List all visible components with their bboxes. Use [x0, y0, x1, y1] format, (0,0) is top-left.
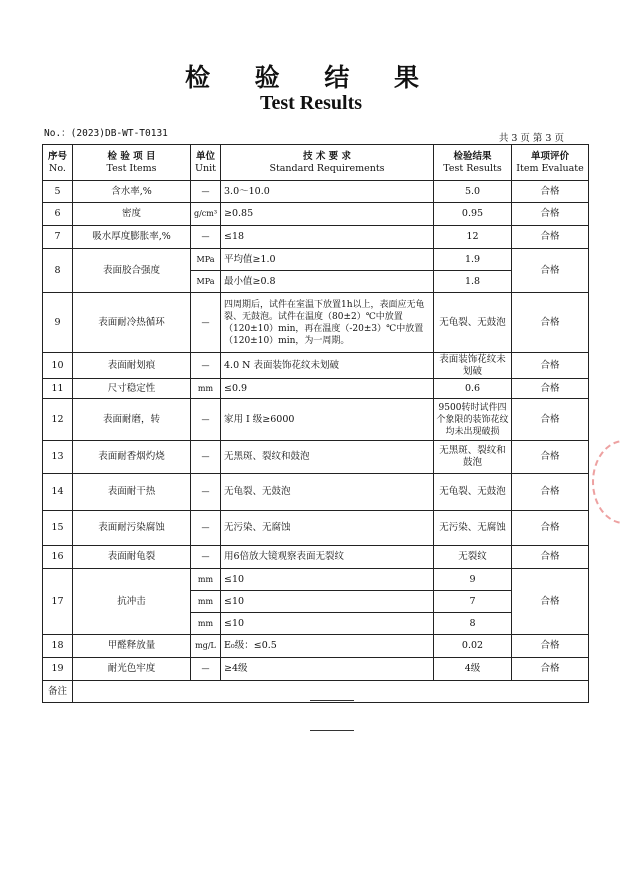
col-header-no: 序号 No.: [43, 145, 73, 181]
row-unit: mg/L: [191, 635, 221, 658]
row-no: 18: [43, 635, 73, 658]
row-item: 抗冲击: [73, 569, 191, 635]
row-eval: 合格: [512, 226, 589, 249]
row-eval: 合格: [512, 658, 589, 681]
row-eval: 合格: [512, 353, 589, 379]
row-no: 13: [43, 441, 73, 474]
report-number: No.：(2023)DB-WT-T0131: [44, 128, 168, 139]
row-item: 表面耐划痕: [73, 353, 191, 379]
row-unit: mm: [191, 613, 221, 635]
row-req: 四周期后，试件在室温下放置1h以上，表面应无龟裂、无鼓泡。试件在温度（80±2）℃中放置（120±10）min，再在温度（-20±3）℃中放置（120±10）min，为一周期。: [221, 293, 434, 353]
row-eval: 合格: [512, 569, 589, 635]
row-result: 1.8: [434, 271, 512, 293]
row-req: 平均值≥1.0: [221, 249, 434, 271]
row-req: ≤18: [221, 226, 434, 249]
row-unit: —: [191, 353, 221, 379]
row-item: 甲醛释放量: [73, 635, 191, 658]
row-no: 14: [43, 474, 73, 511]
row-req: ≥4级: [221, 658, 434, 681]
row-unit: MPa: [191, 271, 221, 293]
table-row: [43, 226, 589, 249]
row-req: ≤0.9: [221, 379, 434, 399]
remarks-label: 备注: [43, 681, 73, 703]
table-row: [43, 181, 589, 203]
row-eval: 合格: [512, 249, 589, 293]
row-unit: mm: [191, 591, 221, 613]
row-result: 5.0: [434, 181, 512, 203]
row-unit: mm: [191, 569, 221, 591]
row-unit: MPa: [191, 249, 221, 271]
results-table: [42, 144, 589, 703]
row-result: 无裂纹: [434, 546, 512, 569]
page-title-en: Test Results: [259, 92, 363, 114]
row-no: 5: [43, 181, 73, 203]
row-result: 无龟裂、无鼓泡: [434, 474, 512, 511]
row-result: 9: [434, 569, 512, 591]
row-unit: mm: [191, 379, 221, 399]
row-eval: 合格: [512, 181, 589, 203]
row-result: 0.02: [434, 635, 512, 658]
row-no: 19: [43, 658, 73, 681]
row-eval: 合格: [512, 511, 589, 546]
row-unit: —: [191, 474, 221, 511]
col-header-item: 检 验 项 目 Test Items: [73, 145, 191, 181]
row-eval: 合格: [512, 635, 589, 658]
table-row: [43, 379, 589, 399]
row-no: 17: [43, 569, 73, 635]
row-req: E₀级：≤0.5: [221, 635, 434, 658]
row-item: 表面耐冷热循环: [73, 293, 191, 353]
row-item: 耐光色牢度: [73, 658, 191, 681]
row-req: 4.0 N 表面装饰花纹未划破: [221, 353, 434, 379]
row-item: 表面耐干热: [73, 474, 191, 511]
row-req: 3.0～10.0: [221, 181, 434, 203]
row-req: ≤10: [221, 591, 434, 613]
row-req: ≥0.85: [221, 203, 434, 226]
table-row: [43, 569, 589, 591]
table-row: [43, 353, 589, 379]
table-row: [43, 203, 589, 226]
col-header-req: 技 术 要 求 Standard Requirements: [221, 145, 434, 181]
row-eval: 合格: [512, 399, 589, 441]
col-header-result: 检验结果 Test Results: [434, 145, 512, 181]
end-line-bottom: [310, 730, 354, 731]
row-no: 15: [43, 511, 73, 546]
row-no: 10: [43, 353, 73, 379]
row-item: 表面耐香烟灼烧: [73, 441, 191, 474]
row-eval: 合格: [512, 441, 589, 474]
row-result: 8: [434, 613, 512, 635]
row-item: 吸水厚度膨胀率,%: [73, 226, 191, 249]
row-no: 8: [43, 249, 73, 293]
row-req: ≤10: [221, 613, 434, 635]
row-req: 家用 I 级≥6000: [221, 399, 434, 441]
row-no: 7: [43, 226, 73, 249]
table-row: [43, 249, 589, 271]
table-row: [43, 658, 589, 681]
col-header-eval: 单项评价 Item Evaluate: [512, 145, 589, 181]
row-item: 表面耐磨，转: [73, 399, 191, 441]
table-header-row: [43, 145, 589, 181]
row-eval: 合格: [512, 474, 589, 511]
row-no: 11: [43, 379, 73, 399]
row-eval: 合格: [512, 293, 589, 353]
row-item: 表面耐污染腐蚀: [73, 511, 191, 546]
row-item: 表面耐龟裂: [73, 546, 191, 569]
col-header-unit: 单位 Unit: [191, 145, 221, 181]
row-no: 6: [43, 203, 73, 226]
row-item: 含水率,%: [73, 181, 191, 203]
row-result: 0.95: [434, 203, 512, 226]
row-eval: 合格: [512, 379, 589, 399]
seal-stamp: [592, 440, 622, 524]
row-no: 16: [43, 546, 73, 569]
row-result: 12: [434, 226, 512, 249]
row-req: 无黑斑、裂纹和鼓泡: [221, 441, 434, 474]
row-unit: —: [191, 441, 221, 474]
row-result: 0.6: [434, 379, 512, 399]
row-result: 无污染、无腐蚀: [434, 511, 512, 546]
row-unit: —: [191, 399, 221, 441]
row-eval: 合格: [512, 203, 589, 226]
table-row: [43, 474, 589, 511]
row-req: 用6倍放大镜观察表面无裂纹: [221, 546, 434, 569]
row-no: 12: [43, 399, 73, 441]
row-result: 4级: [434, 658, 512, 681]
row-item: 表面胶合强度: [73, 249, 191, 293]
row-item: 密度: [73, 203, 191, 226]
row-result: 1.9: [434, 249, 512, 271]
row-unit: —: [191, 658, 221, 681]
row-result: 9500转时试件四个象限的装饰花纹均未出现破损: [434, 399, 512, 441]
table-row: [43, 546, 589, 569]
table-row: [43, 441, 589, 474]
table-row: [43, 399, 589, 441]
table-row: [43, 511, 589, 546]
row-req: 无污染、无腐蚀: [221, 511, 434, 546]
row-unit: —: [191, 226, 221, 249]
row-result: 表面装饰花纹未划破: [434, 353, 512, 379]
row-unit: —: [191, 181, 221, 203]
row-result: 7: [434, 591, 512, 613]
row-unit: —: [191, 511, 221, 546]
row-result: 无龟裂、无鼓泡: [434, 293, 512, 353]
row-unit: —: [191, 293, 221, 353]
row-req: ≤10: [221, 569, 434, 591]
table-row: [43, 635, 589, 658]
row-req: 无龟裂、无鼓泡: [221, 474, 434, 511]
row-unit: g/cm³: [191, 203, 221, 226]
end-line-top: [310, 700, 354, 701]
row-no: 9: [43, 293, 73, 353]
row-req: 最小值≥0.8: [221, 271, 434, 293]
table-row: [43, 293, 589, 353]
row-unit: —: [191, 546, 221, 569]
page-title-cn: 检 验 结 果: [184, 63, 438, 92]
row-result: 无黑斑、裂纹和鼓泡: [434, 441, 512, 474]
row-item: 尺寸稳定性: [73, 379, 191, 399]
page-indicator: 共 3 页 第 3 页: [498, 133, 564, 144]
row-eval: 合格: [512, 546, 589, 569]
